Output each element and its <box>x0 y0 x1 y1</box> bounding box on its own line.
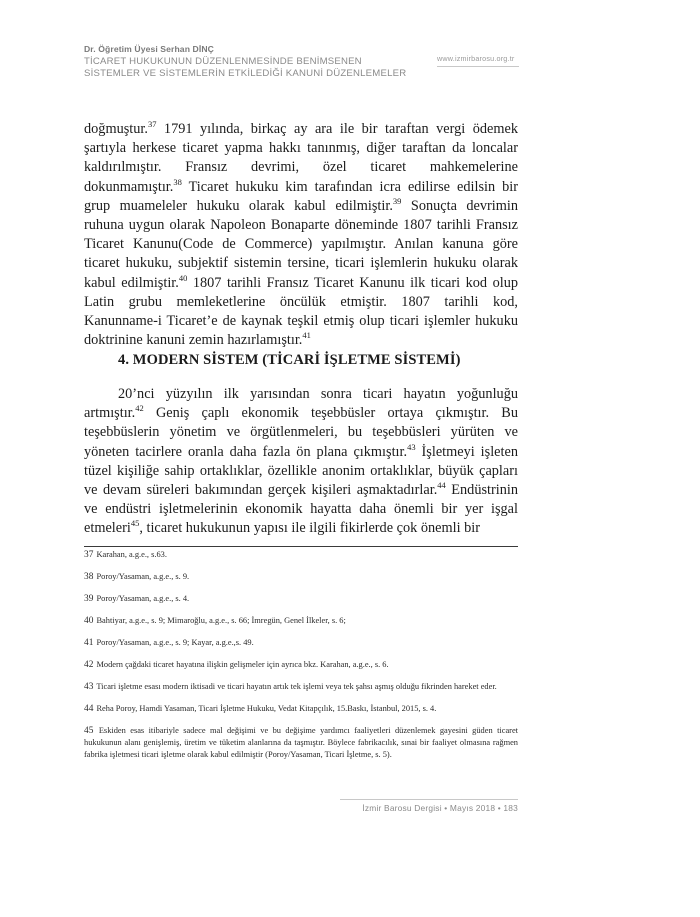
footnote-ref-38[interactable]: 38 <box>173 176 182 187</box>
footnote-41 <box>84 637 518 649</box>
text-run: doğmuştur. <box>84 121 148 137</box>
footnote-text: Bahtiyar, a.g.e., s. 9; Mimaroğlu, a.g.e., s. 66; İmregün, Genel İlkeler, s. 6; <box>96 616 346 625</box>
footnote-37 <box>84 549 518 561</box>
footnote-number: 45 <box>84 726 94 736</box>
header-divider <box>437 66 519 67</box>
footnote-38 <box>84 571 518 583</box>
section-heading: 4. MODERN SİSTEM (TİCARİ İŞLETME SİSTEMİ) <box>118 352 461 368</box>
footnote-text: Eskiden esas itibariyle sadece mal değişimi ve bu değişime yardımcı faaliyetleri düzenlemek gayesini güden ticaret hukukunun alanı genişlemiş, üretim ve tüketim alanlarına da taşmıştır. Böylece fabrikacılık, sınai bir faaliyet olmasına rağmen fabrika işletmesi ticari işletme olarak kabul edilmiştir (Poroy/Yasaman, Ticari İşletme, s. 5). <box>84 726 519 759</box>
text-run: 20’nci yüzyılın ilk yarısından sonra ticari hayatın yoğunluğu artmıştır. <box>84 386 518 422</box>
footnote-ref-39[interactable]: 39 <box>392 196 402 207</box>
footnote-text: Karahan, a.g.e., s.63. <box>96 550 167 559</box>
footnote-number: 44 <box>84 704 94 714</box>
text-run: Ticaret hukuku kim tarafından icra edilirse edilsin bir grup muameleler hukuku olarak kabul edilmiştir. <box>84 178 518 214</box>
footnote-text: Reha Poroy, Hamdi Yasaman, Ticari İşletme Hukuku, Vedat Kitapçılık, 15.Baskı, İstanbul, 2015, s. 4. <box>96 704 437 713</box>
footnote-ref-45[interactable]: 45 <box>130 518 140 529</box>
footer-divider <box>340 799 518 800</box>
header-url: www.izmirbarosu.org.tr <box>437 54 515 63</box>
footnote-number: 41 <box>84 638 94 648</box>
footnote-text: Ticari işletme esası modern iktisadi ve ticari hayatın artık tek işlemi veya tek şahsı aşmış olduğu fikrinden hareket eder. <box>96 682 497 691</box>
footnote-number: 37 <box>84 550 94 560</box>
body-paragraph-1 <box>84 120 518 350</box>
footnote-42 <box>84 659 518 671</box>
header-title-line-2: SİSTEMLER VE SİSTEMLERİN ETKİLEDİĞİ KANUNİ DÜZENLEMELER <box>84 67 407 79</box>
footnote-44 <box>84 703 518 715</box>
text-run: , ticaret hukukunun yapısı ile ilgili fikirlerde çok önemli bir <box>139 520 481 537</box>
footnote-ref-44[interactable]: 44 <box>437 480 446 491</box>
text-run: 1807 tarihli Fransız Ticaret Kanunu ilk ticari kod olup Latin grubu memleketlerine öncülük etmiştir. 1807 tarihli kod, Kanunname-i Ticaret’e de kaynak teşkil etmiş olup ticari işlemler hukuku doktrinine kanuni zemin hazırlamıştır. <box>84 274 518 349</box>
footnote-number: 40 <box>84 616 94 626</box>
footnote-number: 38 <box>84 572 94 582</box>
text-run: İşletmeyi işleten tüzel kişiliğe sahip ortaklıklar, özellikle anonim ortaklıklar, büyük çapları ve devam süreleri bakımından gerçek kişileri aşmaktadırlar. <box>84 443 518 499</box>
text-run: Endüstrinin ve endüstri işletmelerinin ekonomik hayatta daha önemli bir yer işgal etmeleri <box>84 482 519 537</box>
footer-journal-info: İzmir Barosu Dergisi • Mayıs 2018 • 183 <box>362 803 518 813</box>
footnote-ref-37[interactable]: 37 <box>147 119 157 130</box>
footnote-number: 43 <box>84 682 94 692</box>
footnote-45 <box>84 725 518 761</box>
footnote-ref-42[interactable]: 42 <box>135 403 144 414</box>
footnote-ref-40[interactable]: 40 <box>178 272 188 283</box>
text-run: Sonuçta devrimin ruhuna uygun olarak Napoleon Bonaparte döneminde 1807 tarihli Fransız Ticaret Kanunu(Code de Commerce) yapılmıştır. Anılan kanuna göre ticaret hukuku, subjektif sistemin tersine, ticari işlemlerin hukuku olarak kabul edilmiştir. <box>84 197 519 291</box>
footnote-40 <box>84 615 518 627</box>
body-paragraph-2 <box>84 385 518 539</box>
footnote-text: Modern çağdaki ticaret hayatına ilişkin gelişmeler için ayrıca bkz. Karahan, a.g.e., s. 6. <box>96 660 389 669</box>
footnote-number: 39 <box>84 594 94 604</box>
footnote-39 <box>84 593 518 605</box>
footnote-divider <box>84 546 518 547</box>
footnote-text: Poroy/Yasaman, a.g.e., s. 9. <box>96 572 190 581</box>
footnote-number: 42 <box>84 660 94 670</box>
footnote-ref-41[interactable]: 41 <box>302 330 311 341</box>
footnote-ref-43[interactable]: 43 <box>407 441 416 452</box>
footnotes <box>84 549 518 771</box>
footnote-text: Poroy/Yasaman, a.g.e., s. 9; Kayar, a.g.e.,s. 49. <box>96 638 254 647</box>
header-author: Dr. Öğretim Üyesi Serhan DİNÇ <box>84 44 214 54</box>
header-running-title <box>84 56 464 79</box>
text-run: Geniş çaplı ekonomik teşebbüsler ortaya çıkmıştır. Bu teşebbüslerin yönetim ve örgütlenmeleri, bu teşebbüsleri yürüten ve yöneten tacirlere oranla daha fazla ön plana çıkmıştır. <box>84 405 518 460</box>
footnote-43 <box>84 681 518 693</box>
text-run: 1791 yılında, birkaç ay ara ile bir taraftan vergi ödemek şartıyla herkese ticaret yapma hakkı tanınmış, diğer taraftan da loncalar kaldırılmıştır. Fransız devrimi, özel ticaret mahkemelerine dokunmamıştır. <box>84 121 518 195</box>
header-title-line-1: TİCARET HUKUKUNUN DÜZENLENMESİNDE BENİMSENEN <box>84 56 362 67</box>
footnote-text: Poroy/Yasaman, a.g.e., s. 4. <box>96 594 190 603</box>
